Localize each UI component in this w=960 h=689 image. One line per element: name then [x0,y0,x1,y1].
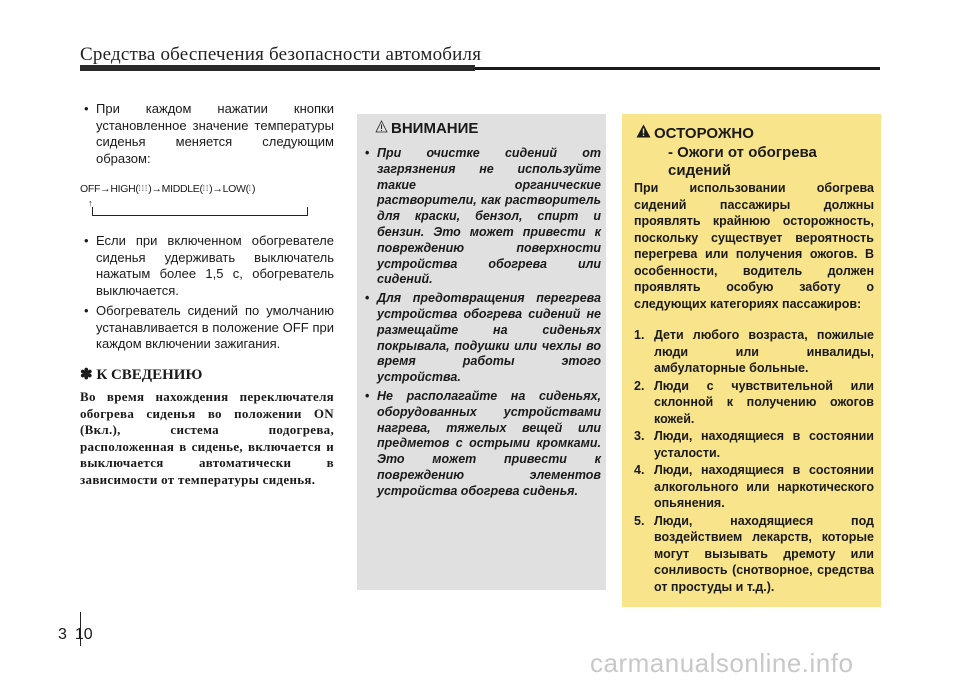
chapter-number: 3 [58,626,67,643]
warning-title [375,120,478,137]
item-text: Люди, находящиеся под воздействием лекарств, которые могут вызывать дремоту или сонливость (снотворное, средства от простуды и т.д.). [654,513,874,594]
caution-text: При использовании обогрева сидений пассажиры должны проявлять крайнюю осторожность, поскольку существует вероятность перегрева или получения ожогов. В особенности, водитель должен проявлять особую заботу о следующих категориях пассажиров: [634,181,874,311]
mode-middle: MIDDLE( [161,183,203,196]
mode-sequence [80,181,255,198]
item-number: 4. [634,463,645,477]
page-index: 10 [74,626,93,643]
warning-filled-icon [636,124,654,142]
arrow-icon: → [100,183,111,196]
title-rule [80,67,880,70]
mode-cycle-diagram [80,175,334,219]
caution-list [634,327,874,596]
warning-box [357,114,606,590]
watermark: carmanualsonline.info [590,648,854,678]
return-loop-line [92,207,308,216]
left-column [80,101,334,488]
heat-level-3-icon: ⁞⁞⁞ [138,184,149,193]
caution-subtitle: - Ожоги от обогрева сидений [668,144,817,179]
caution-title-text: ОСТОРОЖНО [654,125,754,142]
return-arrow-icon: ↑ [88,198,93,208]
note-body: Во время нахождения переключателя обогрева сиденья во положении ON (Вкл.), система подогрева, расположенная в сиденье, включается и выключается автоматически в зависимости от температуры сиденья. [80,389,334,487]
heat-level-1-icon: ⁞ [248,184,253,193]
item-text: Люди, находящиеся в состоянии усталости. [654,429,874,460]
page-number [58,626,93,644]
paren: ) [148,183,152,196]
item-number: 5. [634,513,645,528]
warning-title-text: ВНИМАНИЕ [391,120,479,137]
item-text: Дети любого возраста, пожилые люди или инвалиды, амбулаторные больные. [654,328,874,375]
arrow-icon: → [151,183,162,196]
paren: ) [209,183,213,196]
mode-high: HIGH( [110,183,139,196]
note-heading: ✽ К СВЕДЕНИЮ [80,366,203,383]
caution-item [634,428,874,461]
warning-outline-icon [375,120,391,136]
item-text: Люди с чувствительной или склонной к получению ожогов кожей. [654,378,874,426]
caution-title [636,124,754,142]
mode-low: LOW( [222,183,249,196]
bullet-temperature-cycle: • При каждом нажатии кнопки установленное значение температуры сиденья меняется следующим образом: [80,101,334,167]
item-number: 2. [634,378,645,393]
item-number: 3. [634,429,645,443]
caution-item [634,327,874,377]
warning-list [365,146,601,503]
mode-off: OFF [80,183,101,196]
item-number: 1. [634,328,645,342]
bullet-hold-switch: • Если при включенном обогревателе сиденья удерживать выключатель нажатым более 1,5 с, обогреватель выключается. [80,233,334,299]
caution-box [622,114,881,607]
item-text: Люди, находящиеся в состоянии алкогольного или наркотического опьянения. [654,463,874,510]
bullet-default-off: • Обогреватель сидений по умолчанию устанавливается в положение OFF при каждом включении зажигания. [80,303,334,353]
caution-item [634,513,874,596]
heat-level-2-icon: ⁞⁞ [202,184,210,193]
warning-item: • Для предотвращения перегрева устройства обогрева сидений не размещайте на сиденьях покрывала, подушки или чехлы во время работы этого устройства. [365,291,601,386]
page-title: Средства обеспечения безопасности автомобиля [80,44,482,65]
warning-item: • Не располагайте на сиденьях, оборудованных устройствами нагрева, тяжелых вещей или предметов с острыми кромками. Это может привести к повреждению элементов устройства обогрева сиденья. [365,389,601,500]
paren: ) [252,183,256,196]
arrow-icon: → [212,183,223,196]
caution-item [634,378,874,428]
warning-item: • При очистке сидений от загрязнения не используйте такие органические растворители, как растворитель для краски, бензол, спирт и бензин. Это может привести к повреждению поверхности устройства обогрева или сидений. [365,146,601,288]
caution-item [634,462,874,512]
